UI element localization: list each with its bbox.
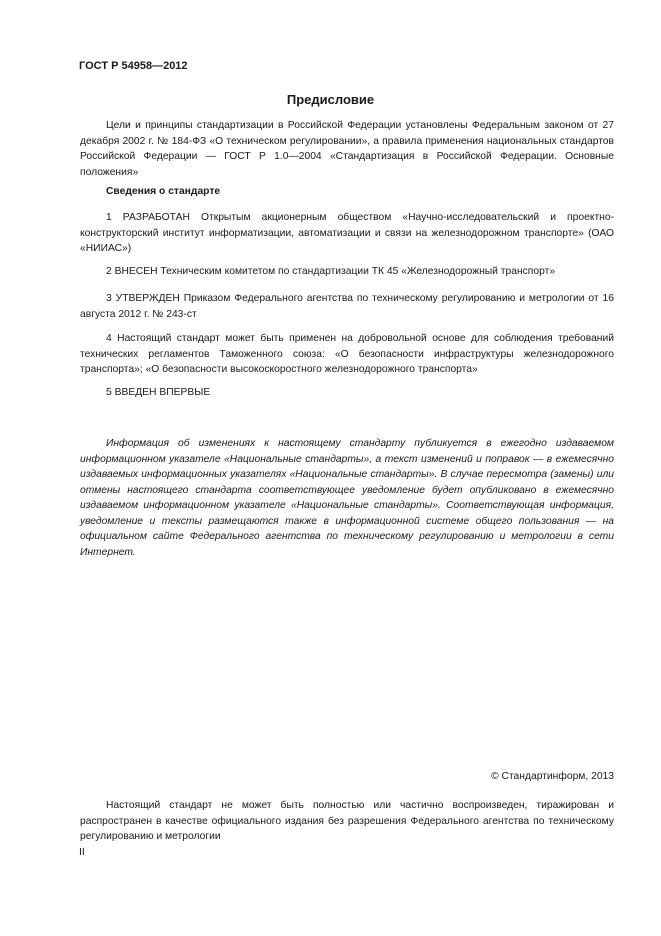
copyright-notice: © Стандартинформ, 2013 — [491, 771, 614, 782]
item-introduced: 5 ВВЕДЕН ВПЕРВЫЕ — [106, 387, 211, 398]
item-submitted: 2 ВНЕСЕН Техническим комитетом по стандартизации ТК 45 «Железнодорожный транспорт» — [106, 266, 556, 277]
changes-info-note: Информация об изменениях к настоящему стандарту публикуется в ежегодно издаваемом информационном указателе «Национальные стандарты», а текст изменений и поправок — в ежемесячно издаваемых информационных указателях «Национальные стандарты». В случае пересмотра (замены) или отмены настоящего стандарта соответствующее уведомление будет опубликовано в ежемесячно издаваемом информационном указателе «Национальные стандарты». Соответствующая информация, уведомление и тексты размещаются также в информационной системе общего пользования — на официальном сайте Федерального агентства по техническому регулированию и метрологии в сети Интернет. — [80, 438, 614, 558]
reproduction-notice: Настоящий стандарт не может быть полностью или частично воспроизведен, тиражирован и распространен в качестве официального издания без разрешения Федерального агентства по техническому регулированию и метрологии — [80, 800, 614, 842]
item-applicability: 4 Настоящий стандарт может быть применен на добровольной основе для соблюдения требований технических регламентов Таможенного союза: «О безопасности инфраструктуры железнодорожного транспорта»; «О безопасности высокоскоростного железнодорожного транспорта» — [80, 333, 614, 375]
item-approved: 3 УТВЕРЖДЕН Приказом Федерального агентства по техническому регулированию и метрологии от 16 августа 2012 г. № 243-ст — [80, 293, 614, 320]
document-id: ГОСТ Р 54958—2012 — [79, 60, 188, 72]
page-title: Предисловие — [286, 92, 375, 107]
page-number: II — [79, 846, 85, 858]
item-developed: 1 РАЗРАБОТАН Открытым акционерным обществом «Научно-исследовательский и проектно-конструкторский институт информатизации, автоматизации и связи на железнодорожном транспорте» (ОАО «НИИАС») — [80, 212, 614, 254]
intro-paragraph: Цели и принципы стандартизации в Российской Федерации установлены Федеральным законом от 27 декабря 2002 г. № 184-ФЗ «О техническом регулировании», а правила применения национальных стандартов Российской Федерации — ГОСТ Р 1.0—2004 «Стандартизация в Российской Федерации. Основные положения» — [80, 120, 614, 178]
section-subheading: Сведения о стандарте — [106, 186, 221, 197]
